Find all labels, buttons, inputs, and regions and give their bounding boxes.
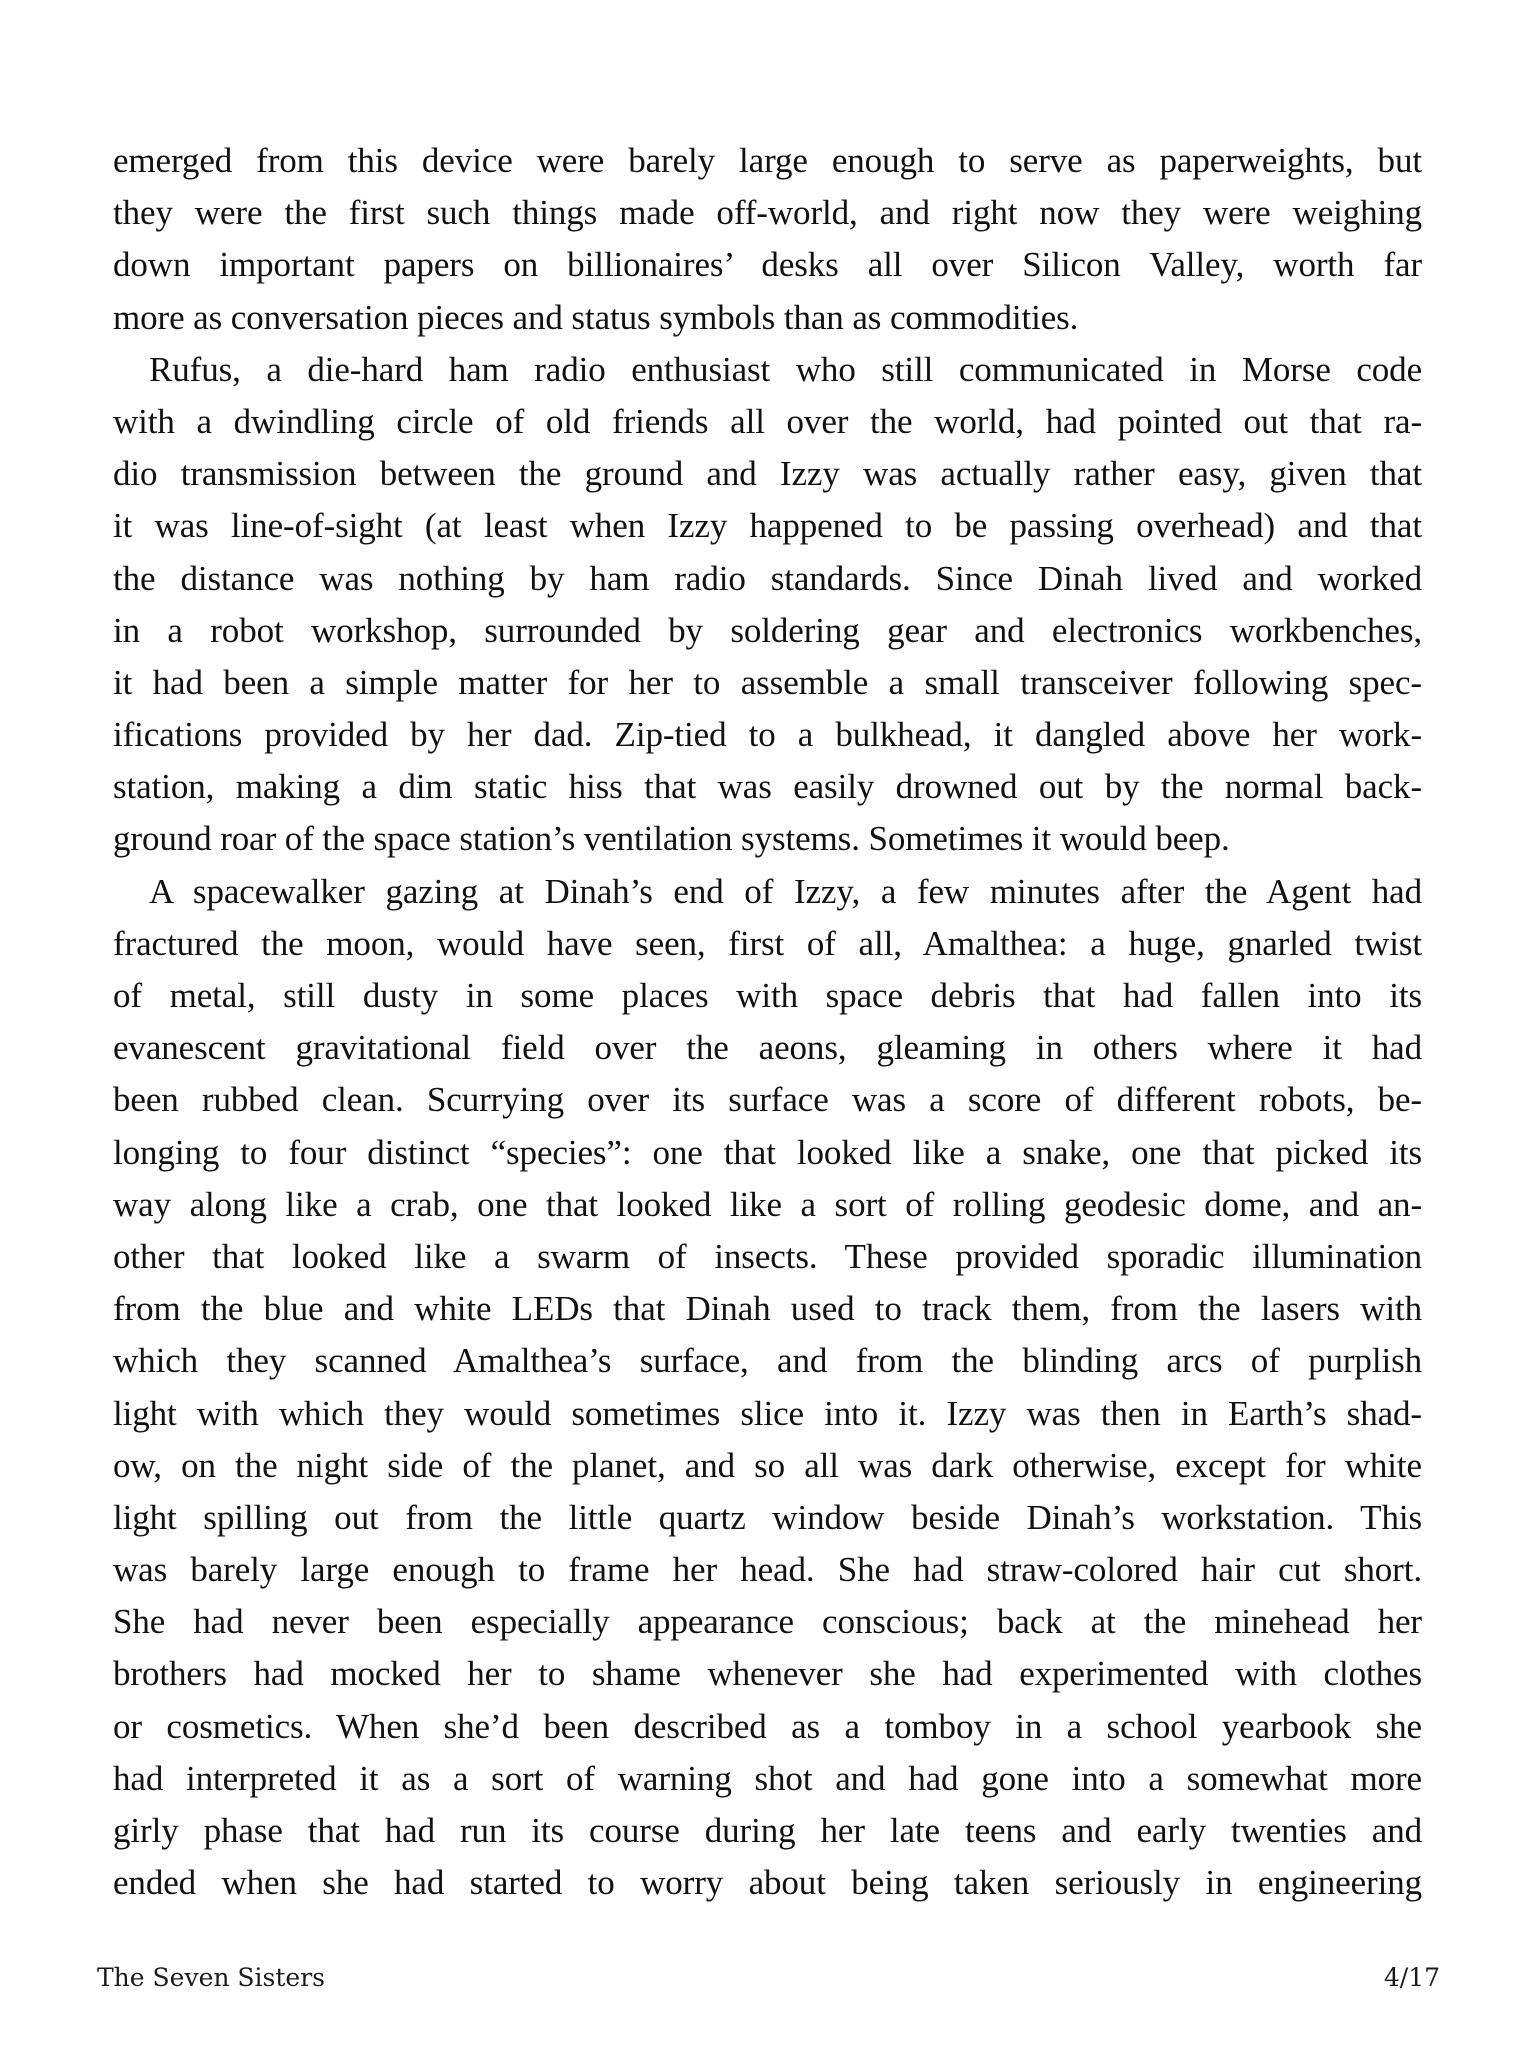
text-line: of metal, still dusty in some places with space debris that had fallen into its <box>113 976 1422 1015</box>
text-line: which they scanned Amalthea’s surface, and from the blinding arcs of purplish <box>113 1341 1422 1381</box>
text-line: the distance was nothing by ham radio standards. Since Dinah lived and worked <box>113 558 1422 598</box>
text-line: more as conversation pieces and status symbols than as commodities. <box>113 297 1079 337</box>
text-line: light with which they would sometimes slice into it. Izzy was then in Earth’s shad- <box>113 1393 1422 1433</box>
text-line: other that looked like a swarm of insects. These provided sporadic illumination <box>113 1236 1422 1276</box>
text-line: light spilling out from the little quartz window beside Dinah’s workstation. This <box>113 1497 1422 1537</box>
page-footer <box>97 1958 1440 1998</box>
text-line: or cosmetics. When she’d been described as a tomboy in a school yearbook she <box>113 1706 1422 1746</box>
text-line: was barely large enough to frame her head. She had straw-colored hair cut short. <box>113 1550 1422 1590</box>
paragraph-3 <box>113 866 1422 1910</box>
text-line: evanescent gravitational field over the aeons, gleaming in others where it had <box>113 1028 1422 1068</box>
text-line: they were the first such things made off-world, and right now they were weighing <box>113 193 1422 233</box>
text-line: from the blue and white LEDs that Dinah used to track them, from the lasers with <box>113 1289 1422 1329</box>
text-line: way along like a crab, one that looked like a sort of rolling geodesic dome, and an- <box>113 1184 1422 1224</box>
text-line: ifications provided by her dad. Zip-tied to a bulkhead, it dangled above her work- <box>113 715 1422 755</box>
text-line: brothers had mocked her to shame whenever she had experimented with clothes <box>113 1654 1422 1694</box>
book-title: The Seven Sisters <box>97 1963 325 1992</box>
text-line: down important papers on billionaires’ desks all over Silicon Valley, worth far <box>113 245 1422 285</box>
text-line: it had been a simple matter for her to assemble a small transceiver following spec- <box>113 662 1422 702</box>
text-line: emerged from this device were barely large enough to serve as paperweights, but <box>113 141 1422 180</box>
body-text <box>113 135 1422 1909</box>
text-line: been rubbed clean. Scurrying over its surface was a score of different robots, be- <box>113 1080 1422 1120</box>
text-line: station, making a dim static hiss that was easily drowned out by the normal back- <box>113 767 1422 807</box>
text-line: girly phase that had run its course during her late teens and early twenties and <box>113 1811 1422 1850</box>
text-line: it was line-of-sight (at least when Izzy happened to be passing overhead) and that <box>113 506 1422 546</box>
text-line: with a dwindling circle of old friends all over the world, had pointed out that ra- <box>113 401 1422 441</box>
text-line: longing to four distinct “species”: one that looked like a snake, one that picked its <box>113 1132 1422 1172</box>
text-line: ended when she had started to worry about being taken seriously in engineering <box>113 1863 1422 1903</box>
text-line: fractured the moon, would have seen, first of all, Amalthea: a huge, gnarled twist <box>113 923 1422 963</box>
text-line: dio transmission between the ground and Izzy was actually rather easy, given that <box>113 454 1422 494</box>
text-line: ground roar of the space station’s ventilation systems. Sometimes it would beep. <box>113 819 1230 859</box>
paragraph-1 <box>113 135 1422 344</box>
text-line: She had never been especially appearance conscious; back at the minehead her <box>113 1602 1422 1642</box>
text-line: ow, on the night side of the planet, and so all was dark otherwise, except for white <box>113 1445 1422 1485</box>
text-line: had interpreted it as a sort of warning shot and had gone into a somewhat more <box>113 1758 1422 1798</box>
paragraph-2 <box>113 344 1422 866</box>
text-line: Rufus, a die-hard ham radio enthusiast who still communicated in Morse code <box>149 349 1422 389</box>
page-indicator: 4/17 <box>1383 1963 1440 1992</box>
text-line: in a robot workshop, surrounded by soldering gear and electronics workbenches, <box>113 610 1422 650</box>
text-line: A spacewalker gazing at Dinah’s end of Izzy, a few minutes after the Agent had <box>149 871 1422 911</box>
